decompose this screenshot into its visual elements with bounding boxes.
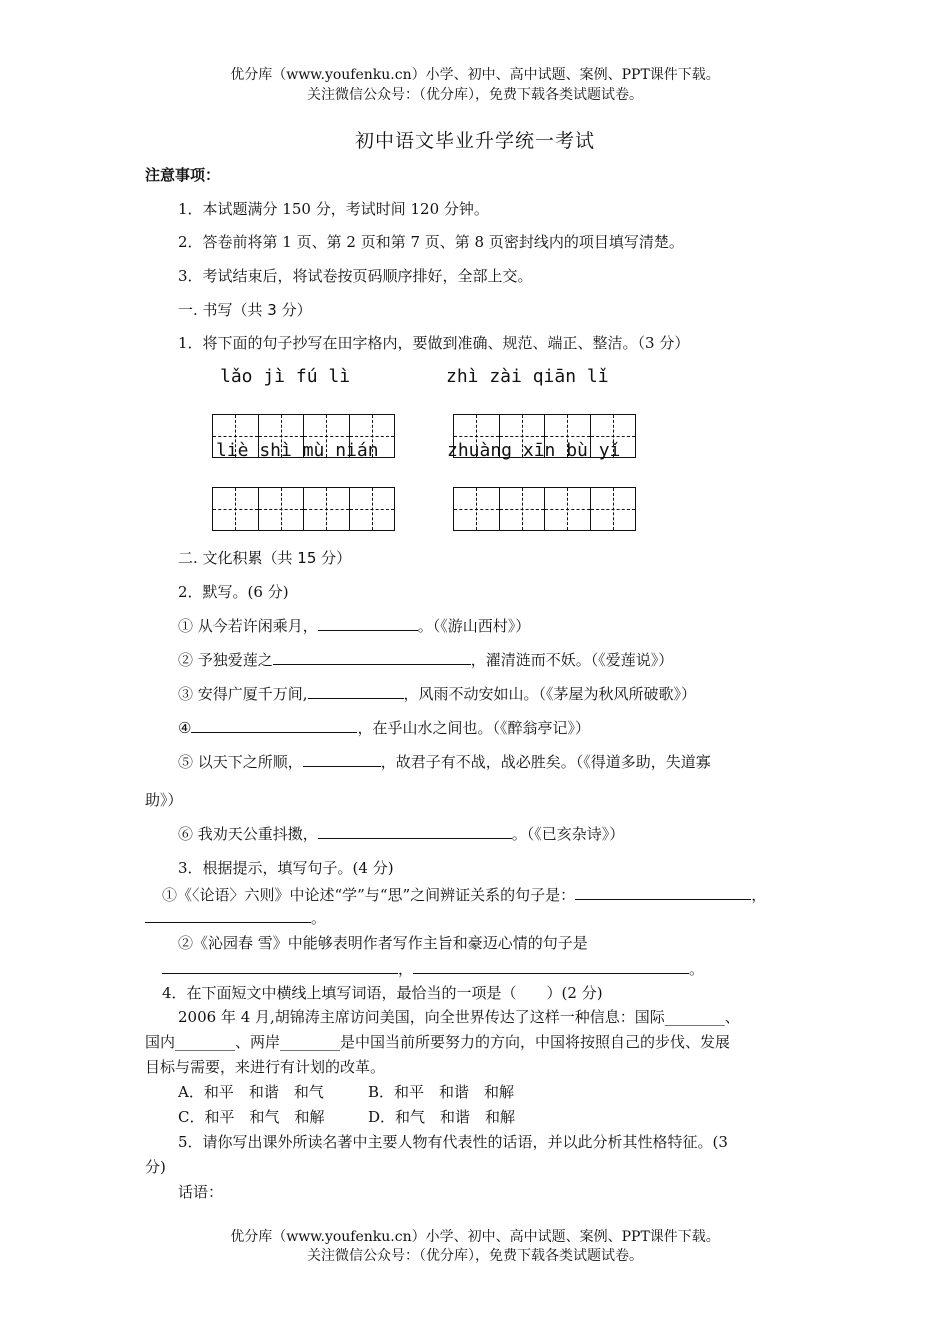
recite-source: ，风雨不动安如山。（《茅屋为秋风所破歌》）	[403, 685, 697, 703]
recite-line-4	[178, 717, 590, 738]
recite-source: ，濯清涟而不妖。（《爱莲说》）	[470, 651, 674, 669]
writing-grid[interactable]	[453, 487, 636, 531]
punctuation: 。	[311, 909, 327, 927]
section-2-heading: 二. 文化积累（共 15 分）	[178, 549, 352, 567]
footer-line-2: 关注微信公众号：（优分库），免费下载各类试题试卷。	[307, 1248, 643, 1264]
answer-blank[interactable]	[162, 960, 398, 974]
page-title: 初中语文毕业升学统一考试	[354, 130, 595, 152]
question-1: 1．将下面的句子抄写在田字格内，要做到准确、规范、端正、整洁。（3 分）	[178, 334, 690, 352]
notice-item: 1．本试题满分 150 分，考试时间 120 分钟。	[178, 200, 489, 218]
recite-source: 。（《已亥杂诗》）	[511, 825, 625, 843]
recite-text: ④	[178, 719, 192, 737]
answer-blank[interactable]	[318, 825, 512, 839]
footer-line-1: 优分库（www.youfenku.cn）小学、初中、高中试题、案例、PPT课件下载。	[230, 1229, 720, 1245]
answer-blank[interactable]	[575, 886, 751, 900]
notice-heading: 注意事项：	[145, 166, 221, 184]
section-1-heading: 一. 书写（共 3 分）	[178, 301, 312, 319]
question-3b: ②《沁园春 雪》中能够表明作者写作主旨和豪迈心情的句子是	[178, 934, 588, 952]
answer-blank[interactable]	[145, 909, 311, 923]
option-d[interactable]: D．和气 和谐 和解	[368, 1108, 516, 1126]
pinyin-1: lǎo jì fú lì	[220, 366, 351, 387]
question-4: 4．在下面短文中横线上填写词语，最恰当的一项是（ ）(2 分)	[162, 984, 603, 1002]
notice-item: 3．考试结束后，将试卷按页码顺序排好，全部上交。	[178, 267, 533, 285]
answer-blank[interactable]	[318, 617, 418, 631]
header-line-2: 关注微信公众号：（优分库），免费下载各类试题试卷。	[307, 87, 643, 103]
writing-grid[interactable]	[212, 487, 395, 531]
pinyin-3: liè shì mù nián	[216, 440, 379, 461]
recite-source: ，在乎山水之间也。（《醉翁亭记》）	[357, 719, 590, 737]
question-3b-cont	[162, 958, 704, 979]
punctuation: ，	[398, 960, 414, 978]
q4-paragraph-line: 国内________、两岸________是中国当前所要努力的方向，中国将按照自己的步伐、发展	[145, 1033, 731, 1051]
recite-text: ③ 安得广厦千万间,	[178, 685, 308, 703]
pinyin-4: zhuàng xīn bù yǐ	[447, 440, 621, 461]
question-5-cont: 分)	[145, 1158, 166, 1176]
question-text: ①《〈论语〉六则》中论述“学”与“思”之间辨证关系的句子是：	[162, 886, 576, 904]
recite-line-6	[178, 823, 624, 844]
punctuation: ，	[751, 886, 767, 904]
option-b[interactable]: B．和平 和谐 和解	[368, 1083, 515, 1101]
pinyin-2: zhì zài qiān lǐ	[446, 366, 609, 387]
question-5: 5．请你写出课外所读名著中主要人物有代表性的话语，并以此分析其性格特征。(3	[178, 1133, 728, 1151]
recite-line-3	[178, 683, 696, 704]
question-2: 2．默写。(6 分)	[178, 583, 289, 601]
q4-paragraph-line: 目标与需要，来进行有计划的改革。	[145, 1058, 386, 1076]
recite-line-2	[178, 649, 673, 670]
answer-blank[interactable]	[308, 685, 404, 699]
answer-blank[interactable]	[191, 719, 357, 733]
recite-line-1	[178, 615, 530, 636]
answer-blank[interactable]	[273, 651, 471, 665]
question-3: 3．根据提示，填写句子。(4 分)	[178, 859, 394, 877]
recite-source: 。（《游山西村》）	[417, 617, 531, 635]
recite-text: ⑤ 以天下之所顺，	[178, 753, 303, 771]
recite-text: ② 予独爱莲之	[178, 651, 273, 669]
option-a[interactable]: A．和平 和谐 和气	[178, 1083, 324, 1101]
recite-text: ⑥ 我劝天公重抖擞，	[178, 825, 318, 843]
q5-answer-label: 话语：	[178, 1183, 224, 1201]
option-c[interactable]: C．和平 和气 和解	[178, 1108, 325, 1126]
question-3a-cont	[145, 907, 326, 928]
question-3a	[162, 884, 766, 905]
answer-blank[interactable]	[413, 960, 689, 974]
header-line-1: 优分库（www.youfenku.cn）小学、初中、高中试题、案例、PPT课件下载。	[230, 67, 720, 83]
recite-line-5	[178, 751, 711, 772]
recite-line-5-cont: 助》）	[145, 791, 183, 809]
recite-source: ，故君子有不战，战必胜矣。（《得道多助，失道寡	[380, 753, 711, 771]
q4-paragraph-line: 2006 年 4 月,胡锦涛主席访问美国，向全世界传达了这样一种信息：国际________、	[178, 1008, 740, 1026]
recite-text: ① 从今若许闲乘月，	[178, 617, 318, 635]
answer-blank[interactable]	[303, 753, 381, 767]
notice-item: 2．答卷前将第 1 页、第 2 页和第 7 页、第 8 页密封线内的项目填写清楚。	[178, 233, 684, 251]
punctuation: 。	[689, 960, 705, 978]
